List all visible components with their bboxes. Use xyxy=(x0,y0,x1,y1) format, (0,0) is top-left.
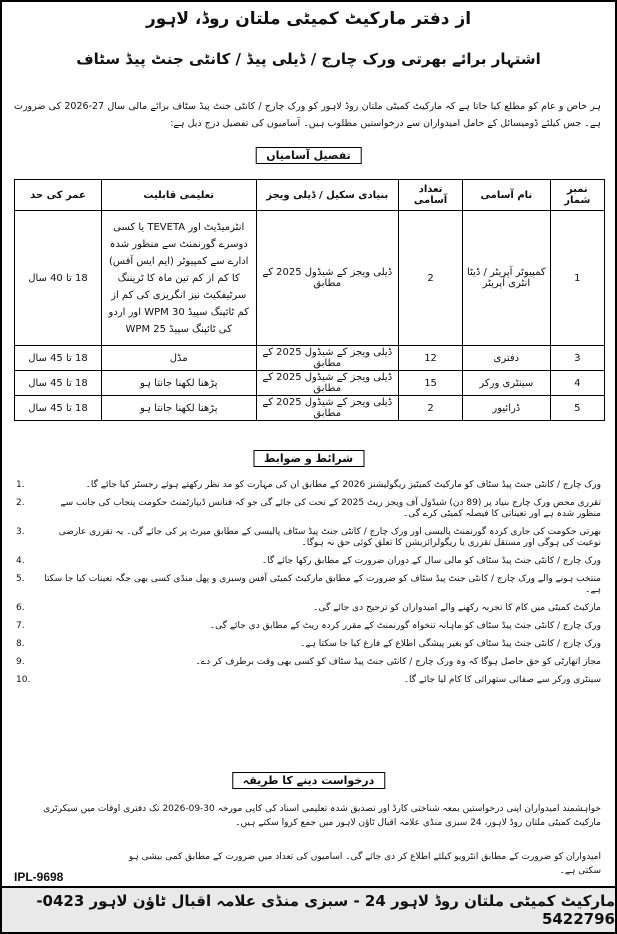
cell-qualification: مڈل xyxy=(101,346,256,371)
table-row xyxy=(15,346,605,371)
term-text: سینٹری ورکر سے صفائی ستھرائی کا کام لیا جائے گا۔ xyxy=(403,675,601,685)
cell-scale: ڈیلی ویجز کے شیڈول 2025 کے مطابق xyxy=(256,396,398,421)
header-serial: نمبر شمار xyxy=(550,180,604,211)
terms-heading: شرائط و ضوابط xyxy=(253,450,364,467)
header-post: نام آسامی xyxy=(463,180,550,211)
term-number: 9. xyxy=(16,657,25,667)
term-number: 10. xyxy=(16,675,31,685)
term-text: ورک چارج / کانٹی جنٹ پیڈ سٹاف کو بغیر پیشگی اطلاع کے فارغ کیا جا سکتا ہے۔ xyxy=(300,639,601,649)
table-row xyxy=(15,211,605,346)
list-item xyxy=(14,621,601,632)
table-row xyxy=(15,396,605,421)
term-text: تقرری محض ورک چارج بنیاد پر (89 دن) شیڈول آف ویجز ریٹ 2025 کے تحت کی جائے گی جو کہ فنانس ڈیپارٹمنٹ حکومت پنجاب کی جانب سے منظور شدہ ہے اور تعیناتی کا فیصلہ کمیٹی کرے گی۔ xyxy=(60,498,601,519)
apply-note: امیدواران کو ضرورت کے مطابق انٹرویو کیلئے اطلاع کر دی جائے گی۔ اسامیوں کی تعداد میں ضرورت کے مطابق کمی بیشی ہو سکتی ہے۔ xyxy=(128,852,601,876)
term-number: 8. xyxy=(16,639,25,649)
terms-list xyxy=(14,480,601,693)
posts-table xyxy=(14,179,605,421)
posts-heading: تفصیل آسامیاں xyxy=(255,147,362,164)
cell-scale: ڈیلی ویجز کے شیڈول 2025 کے مطابق xyxy=(256,211,398,346)
header-age: عمر کی حد xyxy=(15,180,102,211)
term-text: منتخب ہونے والے ورک چارج / کانٹی جنٹ پیڈ سٹاف کو ضرورت کے مطابق مارکیٹ کمیٹی آفس وسبزی و پھل منڈی کسی بھی جگہ تعینات کیا جا سکتا ہے۔ xyxy=(44,574,601,595)
apply-text: خواہشمند امیدواران اپنی درخواستیں بمعہ شناختی کارڈ اور تصدیق شدہ تعلیمی اسناد کی کاپی مورخہ 30-09-2026 تک دفتری اوقات میں سیکرٹری مارکیٹ کمیٹی ملتان روڈ لاہور، 24 سبزی منڈی علامہ اقبال ٹاؤن لاہور میں جمع کروا سکتے ہیں۔ xyxy=(43,804,601,828)
term-text: مارکیٹ کمیٹی میں کام کا تجربہ رکھنے والے امیدواران کو ترجیح دی جائے گی۔ xyxy=(313,603,601,613)
list-item xyxy=(14,639,601,650)
header-qualification: تعلیمی قابلیت xyxy=(101,180,256,211)
cell-age: 18 تا 45 سال xyxy=(15,396,102,421)
list-item xyxy=(14,574,601,596)
cell-qualification: پڑھنا لکھنا جانتا ہو xyxy=(101,371,256,396)
table-header-row xyxy=(15,180,605,211)
cell-scale: ڈیلی ویجز کے شیڈول 2025 کے مطابق xyxy=(256,346,398,371)
ad-reference-code: IPL-9698 xyxy=(14,870,64,884)
term-text: ورک چارج / کانٹی جنٹ پیڈ سٹاف کو ماہانہ تنخواہ گورنمنٹ کے مقرر کردہ ریٹ کے مطابق دی جائے گی۔ xyxy=(209,621,601,631)
term-text: مجاز اتھارٹی کو حق حاصل ہوگا کہ وہ ورک چارج / کانٹی جنٹ پیڈ سٹاف کو کسی بھی وقت برطرف کر دے۔ xyxy=(195,657,601,667)
cell-age: 18 تا 45 سال xyxy=(15,346,102,371)
office-title: از دفتر مارکیٹ کمیٹی ملتان روڈ، لاہور xyxy=(145,9,472,29)
term-number: 2. xyxy=(16,498,25,508)
cell-serial: 1 xyxy=(550,211,604,346)
term-number: 4. xyxy=(16,556,25,566)
cell-qualification: پڑھنا لکھنا جانتا ہو xyxy=(101,396,256,421)
cell-count: 2 xyxy=(398,211,462,346)
list-item xyxy=(14,657,601,668)
apply-heading: درخواست دینے کا طریقہ xyxy=(232,772,385,789)
term-number: 5. xyxy=(16,574,25,584)
cell-post: دفتری xyxy=(463,346,550,371)
cell-count: 15 xyxy=(398,371,462,396)
footer-address: مارکیٹ کمیٹی ملتان روڈ لاہور 24 - سبزی منڈی علامہ اقبال ٹاؤن لاہور 0423-5422796 xyxy=(2,886,615,932)
cell-count: 2 xyxy=(398,396,462,421)
term-text: ورک چارج / کانٹی جنٹ پیڈ سٹاف کو مارکیٹ کمیٹیز ریگولیشنز 2026 کے مطابق ان کی مہارت کو مد نظر رکھتے ہوئے رجسٹر کیا جائے گا۔ xyxy=(85,480,601,490)
intro-paragraph: ہر خاص و عام کو مطلع کیا جاتا ہے کہ مارکیٹ کمیٹی ملتان روڈ لاہور کو ورک چارج / کانٹی جنٹ پیڈ سٹاف برائے مالی سال 27-2026 کی ضرورت ہے۔ جس کیلئے ڈومیسائل کے حامل امیدواران سے درخواستیں مطلوب ہیں۔ آسامیوں کی تفصیل درج ذیل ہے: xyxy=(14,101,601,129)
list-item xyxy=(14,480,601,491)
term-number: 7. xyxy=(16,621,25,631)
advertisement-title: اشتہار برائے بھرتی ورک چارج / ڈیلی پیڈ / کانٹی جنٹ پیڈ سٹاف xyxy=(76,50,541,68)
list-item xyxy=(14,556,601,567)
list-item xyxy=(14,527,601,549)
cell-serial: 5 xyxy=(550,396,604,421)
term-text: بھرتی حکومت کی جاری کردہ گورنمنٹ پالیسی اور ورک چارج / کانٹی جنٹ پیڈ سٹاف پالیسی کے مطابق میرٹ پر کی جائے گی۔ یہ تقرری عارضی نوعیت کی ہوگی اور مستقل تقرری یا ریگولرائزیشن کا تعلق کوئی حق نہ ہوگا۔ xyxy=(58,527,601,548)
cell-age: 18 تا 45 سال xyxy=(15,371,102,396)
cell-post: سینٹری ورکر xyxy=(463,371,550,396)
table-row xyxy=(15,371,605,396)
list-item xyxy=(14,498,601,520)
cell-post: کمپیوٹر آپریٹر / ڈیٹا انٹری آپریٹر xyxy=(463,211,550,346)
term-text: ورک چارج / کانٹی جنٹ پیڈ سٹاف کو مالی سال کے دوران ضرورت کے مطابق رکھا جائے گا۔ xyxy=(261,556,601,566)
term-number: 6. xyxy=(16,603,25,613)
cell-scale: ڈیلی ویجز کے شیڈول 2025 کے مطابق xyxy=(256,371,398,396)
header-count: تعداد آسامی xyxy=(398,180,462,211)
cell-serial: 3 xyxy=(550,346,604,371)
cell-serial: 4 xyxy=(550,371,604,396)
list-item xyxy=(14,603,601,614)
header-scale: بنیادی سکیل / ڈیلی ویجز xyxy=(256,180,398,211)
list-item xyxy=(14,675,601,686)
term-number: 3. xyxy=(16,527,25,537)
term-number: 1. xyxy=(16,480,25,490)
cell-age: 18 تا 40 سال xyxy=(15,211,102,346)
cell-qualification: انٹرمیڈیٹ اور TEVETA یا کسی دوسرے گورنمنٹ سے منظور شدہ ادارے سے کمپیوٹر (ایم ایس آفس) کا کم از کم تین ماہ کا ٹریننگ سرٹیفکیٹ نیز انگریزی کی کم از کم ٹائپنگ سپیڈ 30 WPM اور اردو کی ٹائپنگ سپیڈ 25 WPM xyxy=(101,211,256,346)
cell-post: ڈرائیور xyxy=(463,396,550,421)
cell-count: 12 xyxy=(398,346,462,371)
apply-section xyxy=(14,802,601,878)
